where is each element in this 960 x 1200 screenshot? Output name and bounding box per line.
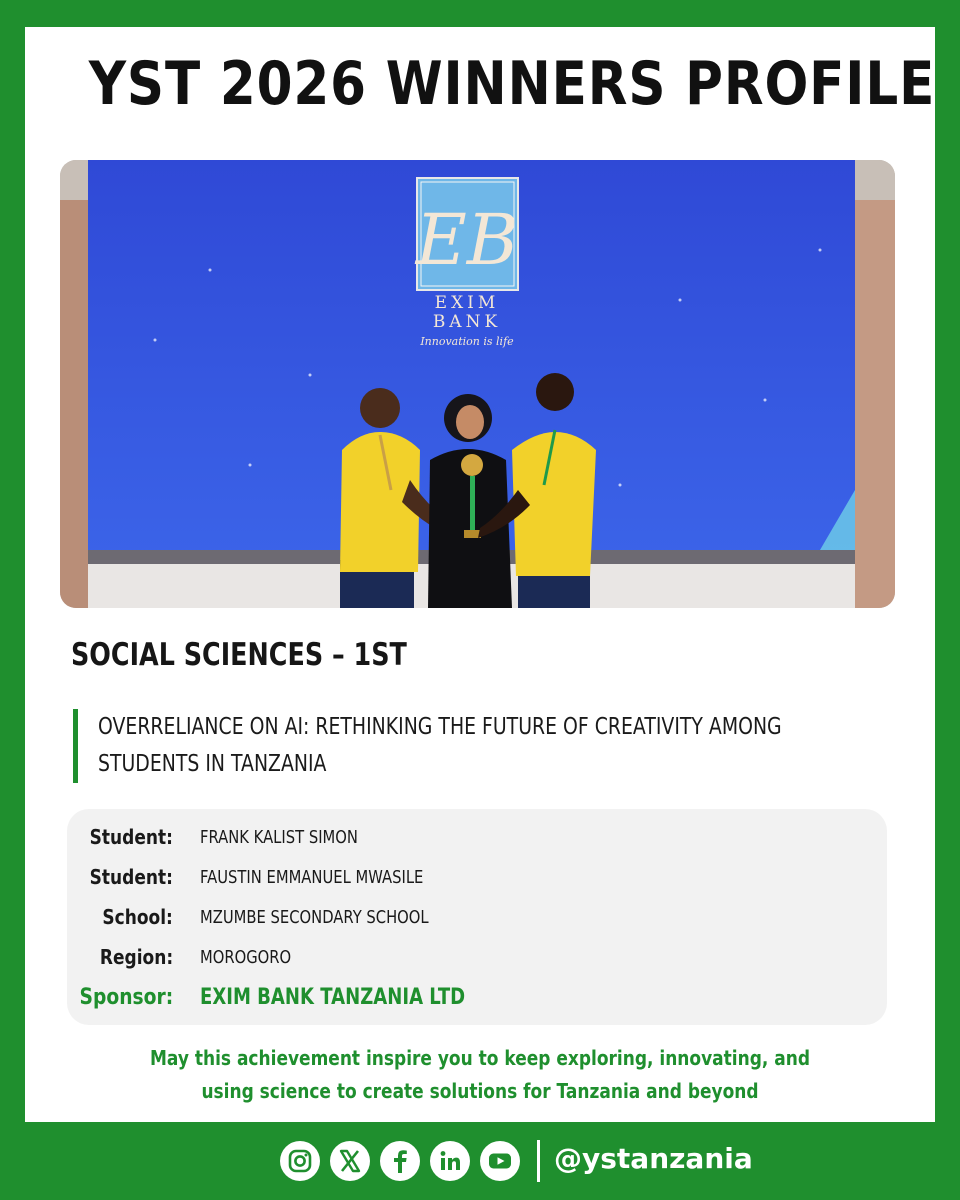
facebook-icon[interactable]: [380, 1141, 420, 1181]
youtube-icon[interactable]: [480, 1141, 520, 1181]
closing-message: [25, 1042, 935, 1108]
detail-row-region: [67, 945, 887, 975]
category-heading: SOCIAL SCIENCES – 1ST: [71, 637, 407, 673]
detail-value: FAUSTIN EMMANUEL MWASILE: [200, 867, 424, 888]
detail-value: MZUMBE SECONDARY SCHOOL: [200, 907, 429, 928]
project-title: OVERRELIANCE ON AI: RETHINKING THE FUTURE OF CREATIVITY AMONG STUDENTS IN TANZANIA: [98, 714, 782, 777]
x-icon[interactable]: [330, 1141, 370, 1181]
detail-label: Region:: [99, 945, 173, 969]
profile-card: [25, 27, 935, 1122]
logo-name-line2: BANK: [432, 312, 502, 332]
page-title: YST 2026 WINNERS PROFILE: [88, 49, 936, 119]
closing-line-1: May this achievement inspire you to keep exploring, innovating, and: [150, 1046, 810, 1070]
detail-label: Student:: [89, 825, 173, 849]
logo-name-line1: EXIM: [434, 293, 500, 313]
detail-row-sponsor: [67, 985, 887, 1015]
detail-value: MOROGORO: [200, 947, 292, 968]
detail-label: Sponsor:: [79, 985, 173, 1010]
detail-value: EXIM BANK TANZANIA LTD: [200, 985, 466, 1010]
detail-label: Student:: [89, 865, 173, 889]
footer-divider: [537, 1140, 540, 1182]
detail-label: School:: [102, 905, 173, 929]
detail-value: FRANK KALIST SIMON: [200, 827, 358, 848]
logo-letters: EB: [415, 199, 519, 281]
detail-row-school: [67, 905, 887, 935]
logo-tagline: Innovation is life: [420, 335, 514, 348]
closing-line-2: using science to create solutions for Tanzania and beyond: [201, 1079, 759, 1103]
linkedin-icon[interactable]: [430, 1141, 470, 1181]
project-block: [73, 709, 898, 783]
social-handle[interactable]: @ystanzania: [554, 1142, 753, 1175]
details-panel: [67, 809, 887, 1025]
detail-row-student-1: [67, 825, 887, 855]
detail-row-student-2: [67, 865, 887, 895]
footer-bar: [0, 1122, 960, 1200]
winners-photo: [60, 160, 895, 608]
instagram-icon[interactable]: [280, 1141, 320, 1181]
